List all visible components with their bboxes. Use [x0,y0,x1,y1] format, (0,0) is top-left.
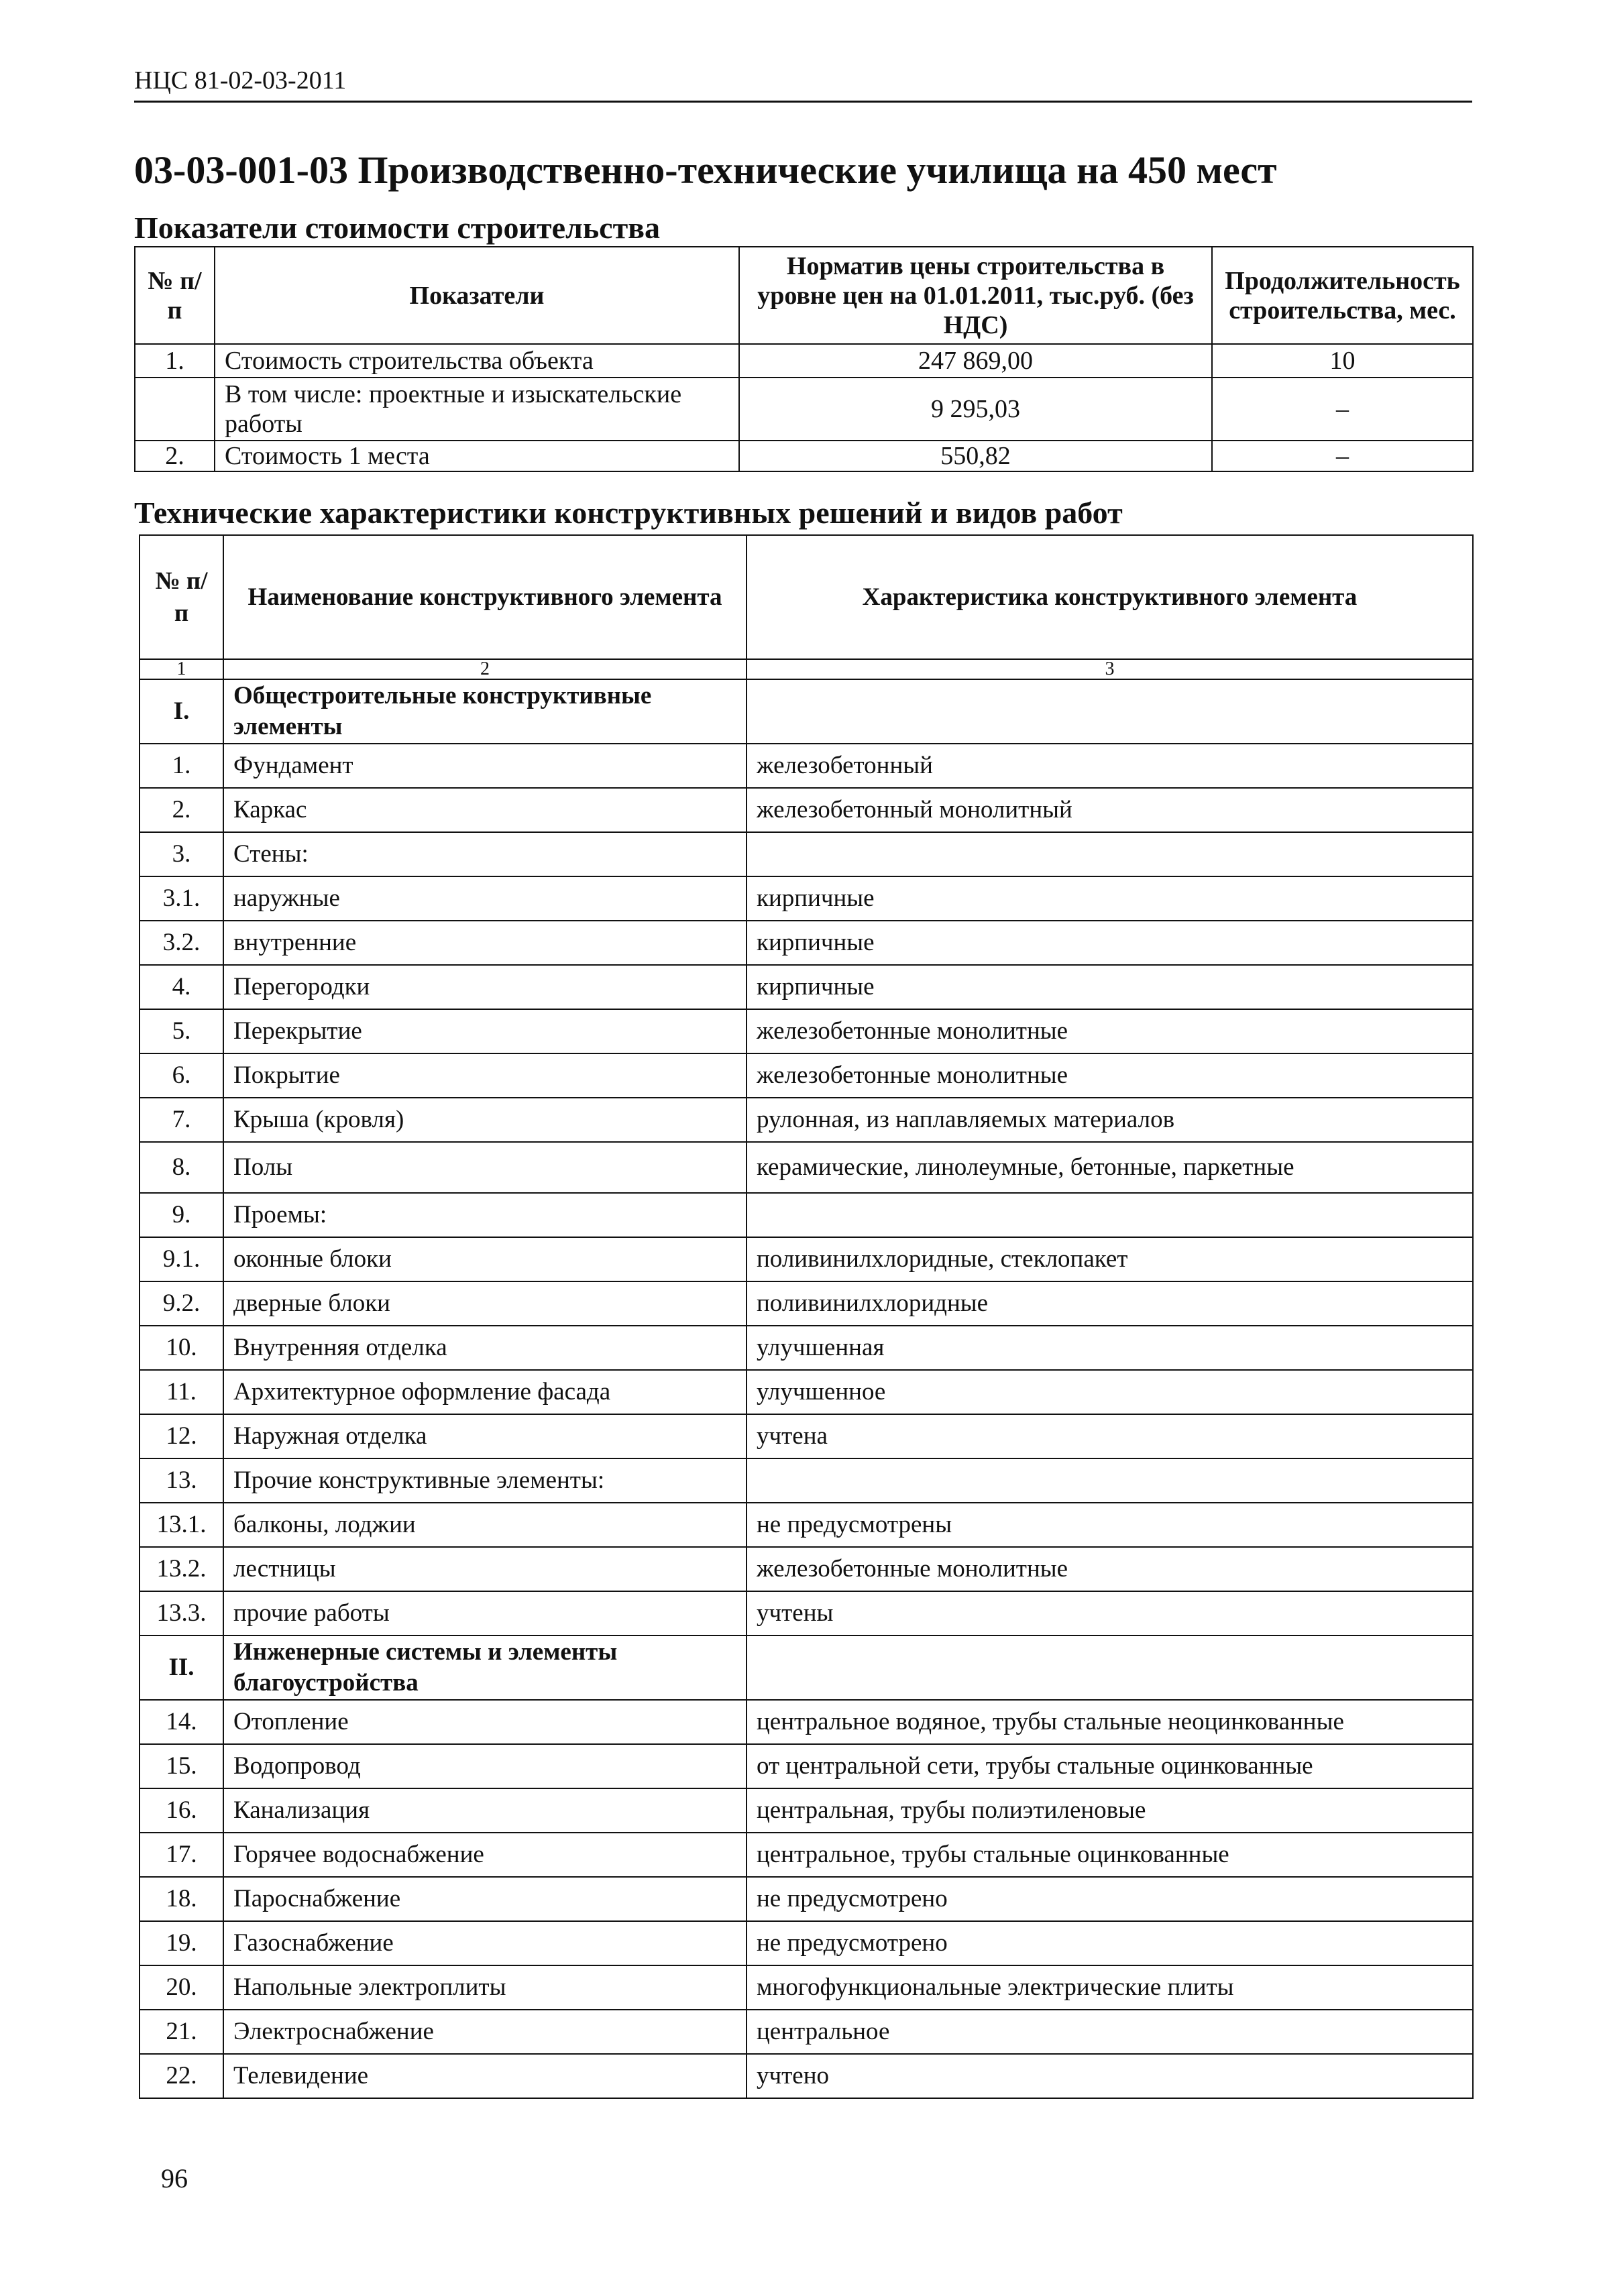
cost-row-num: 2. [135,441,215,471]
row-num: 3.1. [140,876,223,921]
cost-row-indicator: Стоимость строительства объекта [215,344,739,378]
cost-row-price: 247 869,00 [739,344,1212,378]
element-characteristic: центральное, трубы стальные оцинкованные [747,1833,1473,1877]
element-name: Проемы: [223,1193,747,1237]
table-row [140,788,1473,832]
element-name: Перегородки [223,965,747,1009]
element-characteristic: от центральной сети, трубы стальные оцинкованные [747,1744,1473,1788]
row-num: 2. [140,788,223,832]
column-index: 2 [223,659,747,679]
table-row [140,1142,1473,1193]
element-characteristic: рулонная, из наплавляемых материалов [747,1098,1473,1142]
element-name: наружные [223,876,747,921]
element-name: балконы, лоджии [223,1503,747,1547]
element-name: Фундамент [223,744,747,788]
element-name: Покрытие [223,1053,747,1098]
row-num: II. [140,1635,223,1700]
element-characteristic: центральная, трубы полиэтиленовые [747,1788,1473,1833]
element-name: Стены: [223,832,747,876]
element-characteristic: железобетонный [747,744,1473,788]
table-row [140,1965,1473,2010]
table-row [140,1370,1473,1414]
table-row [140,1193,1473,1237]
col-num-header: № п/п [135,247,215,344]
table-row [140,1503,1473,1547]
table-row [140,1921,1473,1965]
row-num: 18. [140,1877,223,1921]
row-num: 4. [140,965,223,1009]
element-name: оконные блоки [223,1237,747,1281]
cost-row [135,441,1473,471]
col-indicator-header: Показатели [215,247,739,344]
table-row [140,1458,1473,1503]
row-num: 13.1. [140,1503,223,1547]
element-name: прочие работы [223,1591,747,1635]
element-characteristic [747,1458,1473,1503]
element-name: Прочие конструктивные элементы: [223,1458,747,1503]
element-name: Общестроительные конструктивные элементы [223,679,747,744]
table-row [140,2010,1473,2054]
element-name: Горячее водоснабжение [223,1833,747,1877]
row-num: 22. [140,2054,223,2098]
col-num-header: № п/п [140,535,223,659]
cost-row [135,378,1473,441]
col-price-header: Норматив цены строительства в уровне цен на 01.01.2011, тыс.руб. (без НДС) [739,247,1212,344]
table-row [140,876,1473,921]
element-characteristic [747,832,1473,876]
row-num: 9.2. [140,1281,223,1326]
row-num: 13.3. [140,1591,223,1635]
cost-row-price: 9 295,03 [739,378,1212,441]
table-row [140,2054,1473,2098]
tech-table [139,534,1474,2099]
cost-section-title: Показатели стоимости строительства [134,211,661,245]
table-row [140,965,1473,1009]
document-code: НЦС 81-02-03-2011 [134,66,347,95]
document-code-header [134,60,1472,103]
column-index-row [140,659,1473,679]
element-name: Пароснабжение [223,1877,747,1921]
table-row [140,921,1473,965]
element-name: Инженерные системы и элементы благоустройства [223,1635,747,1700]
cost-row-indicator: Стоимость 1 места [215,441,739,471]
table-row [140,1237,1473,1281]
element-name: Газоснабжение [223,1921,747,1965]
cost-row-duration: – [1212,378,1473,441]
element-name: Крыша (кровля) [223,1098,747,1142]
table-row [140,1326,1473,1370]
element-characteristic: кирпичные [747,876,1473,921]
row-num: 3. [140,832,223,876]
element-characteristic: поливинилхлоридные [747,1281,1473,1326]
row-num: 11. [140,1370,223,1414]
table-row [140,1744,1473,1788]
element-characteristic: учтена [747,1414,1473,1458]
column-index: 1 [140,659,223,679]
element-name: Телевидение [223,2054,747,2098]
row-num: 5. [140,1009,223,1053]
element-characteristic: улучшенная [747,1326,1473,1370]
row-num: 12. [140,1414,223,1458]
element-name: дверные блоки [223,1281,747,1326]
element-name: Канализация [223,1788,747,1833]
element-characteristic: многофункциональные электрические плиты [747,1965,1473,2010]
cost-row-duration: 10 [1212,344,1473,378]
element-characteristic: железобетонные монолитные [747,1009,1473,1053]
element-name: Электроснабжение [223,2010,747,2054]
element-characteristic: не предусмотрено [747,1877,1473,1921]
row-num: 16. [140,1788,223,1833]
cost-row [135,344,1473,378]
element-name: Внутренняя отделка [223,1326,747,1370]
row-num: 15. [140,1744,223,1788]
element-characteristic: поливинилхлоридные, стеклопакет [747,1237,1473,1281]
row-num: 1. [140,744,223,788]
row-num: 13. [140,1458,223,1503]
cost-table [134,246,1474,472]
element-name: лестницы [223,1547,747,1591]
table-row [140,1281,1473,1326]
cost-row-num: 1. [135,344,215,378]
cost-row-duration: – [1212,441,1473,471]
column-index: 3 [747,659,1473,679]
element-name: Перекрытие [223,1009,747,1053]
element-characteristic: кирпичные [747,965,1473,1009]
row-num: 10. [140,1326,223,1370]
tech-section-title: Технические характеристики конструктивных решений и видов работ [134,496,1123,530]
element-name: Архитектурное оформление фасада [223,1370,747,1414]
table-row [140,1053,1473,1098]
element-characteristic: кирпичные [747,921,1473,965]
col-duration-header: Продолжительность строительства, мес. [1212,247,1473,344]
table-row [140,1833,1473,1877]
row-num: 19. [140,1921,223,1965]
table-row [140,1414,1473,1458]
element-characteristic [747,679,1473,744]
element-characteristic: железобетонные монолитные [747,1053,1473,1098]
table-row [140,1591,1473,1635]
element-characteristic: центральное водяное, трубы стальные неоцинкованные [747,1700,1473,1744]
col-name-header: Наименование конструктивного элемента [223,535,747,659]
table-row [140,1877,1473,1921]
row-num: 8. [140,1142,223,1193]
element-name: Водопровод [223,1744,747,1788]
element-name: Отопление [223,1700,747,1744]
row-num: 3.2. [140,921,223,965]
element-characteristic: улучшенное [747,1370,1473,1414]
row-num: I. [140,679,223,744]
row-num: 17. [140,1833,223,1877]
element-name: Напольные электроплиты [223,1965,747,2010]
row-num: 9. [140,1193,223,1237]
row-num: 13.2. [140,1547,223,1591]
section-group-row [140,679,1473,744]
cost-table-header [135,247,1473,344]
element-characteristic [747,1193,1473,1237]
element-characteristic: керамические, линолеумные, бетонные, паркетные [747,1142,1473,1193]
row-num: 20. [140,1965,223,2010]
row-num: 6. [140,1053,223,1098]
table-row [140,1788,1473,1833]
element-characteristic: учтены [747,1591,1473,1635]
table-row [140,1098,1473,1142]
element-name: Полы [223,1142,747,1193]
table-row [140,832,1473,876]
element-characteristic: центральное [747,2010,1473,2054]
table-row [140,744,1473,788]
cost-row-price: 550,82 [739,441,1212,471]
table-row [140,1547,1473,1591]
element-name: Каркас [223,788,747,832]
cost-row-indicator: В том числе: проектные и изыскательские работы [215,378,739,441]
cost-row-num [135,378,215,441]
table-row [140,1700,1473,1744]
col-desc-header: Характеристика конструктивного элемента [747,535,1473,659]
element-characteristic: учтено [747,2054,1473,2098]
row-num: 7. [140,1098,223,1142]
element-characteristic: железобетонный монолитный [747,788,1473,832]
element-name: Наружная отделка [223,1414,747,1458]
section-group-row [140,1635,1473,1700]
table-row [140,1009,1473,1053]
element-characteristic: железобетонные монолитные [747,1547,1473,1591]
tech-table-header [140,535,1473,659]
row-num: 21. [140,2010,223,2054]
row-num: 14. [140,1700,223,1744]
element-characteristic: не предусмотрены [747,1503,1473,1547]
element-name: внутренние [223,921,747,965]
page-title: 03-03-001-03 Производственно-технические училища на 450 мест [134,148,1277,192]
row-num: 9.1. [140,1237,223,1281]
element-characteristic [747,1635,1473,1700]
element-characteristic: не предусмотрено [747,1921,1473,1965]
page-number: 96 [161,2163,188,2193]
